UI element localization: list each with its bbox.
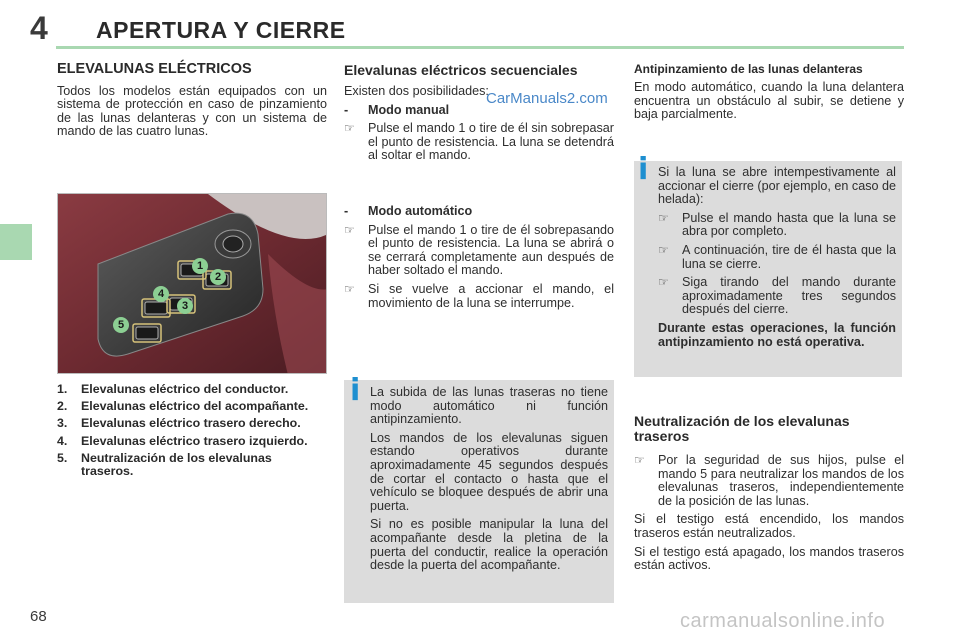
info-box-antipinch <box>634 152 902 377</box>
list-item: ☞ Si se vuelve a accionar el mando, el movimiento de la luna se interrumpe. <box>344 281 614 310</box>
neutralization-section <box>634 414 904 578</box>
lead-text: Existen dos posibilidades: <box>344 84 489 98</box>
info-icon: i <box>350 373 361 408</box>
mode-manual-heading: - Modo manual <box>344 102 450 117</box>
neutral-off-text: Si el testigo está apagado, los mandos traseros están activos. <box>634 544 904 573</box>
neutralization-title: Neutralización de los elevalunas traseros <box>634 413 850 444</box>
info-text: Si la luna se abre intempestivamente al accionar el cierre (por ejemplo, en caso de helada): <box>658 165 897 207</box>
list-item: ☞ Por la seguridad de sus hijos, pulse el mando 5 para neutralizar los mandos de los elevalunas traseros, independientemente de la posición de las lunas. <box>634 453 904 508</box>
list-item: 3. Elevalunas eléctrico trasero derecho. <box>57 416 301 431</box>
page-number: 68 <box>30 608 47 625</box>
page-header <box>0 0 960 50</box>
chapter-side-tab <box>0 224 32 260</box>
door-panel-illustration <box>58 194 327 374</box>
list-item: ☞ Pulse el mando hasta que la luna se abra por completo. <box>658 210 896 239</box>
callout-2: 2 <box>210 269 226 285</box>
info-warning: Durante estas operaciones, la función antipinzamiento no está operativa. <box>658 320 896 349</box>
list-item: ☞ Siga tirando del mando durante aproximadamente tres segundos después del cierre. <box>658 275 896 317</box>
middle-column <box>344 63 614 168</box>
list-item: ☞ A continuación, tire de él hasta que la luna se cierre. <box>658 242 896 271</box>
pointing-hand-icon: ☞ <box>658 242 669 257</box>
window-switch-photo <box>57 193 327 374</box>
pointing-hand-icon: ☞ <box>344 222 355 237</box>
info-text: Los mandos de los elevalunas siguen estando operativos durante aproximadamente 45 segundos después de cortar el contacto o hasta que el vehículo se bloquee después de abrir una puerta. <box>370 430 608 513</box>
pointing-hand-icon: ☞ <box>658 210 669 225</box>
info-box-rear <box>344 373 614 603</box>
section-title: ELEVALUNAS ELÉCTRICOS <box>57 61 252 77</box>
pointing-hand-icon: ☞ <box>344 281 355 296</box>
watermark-top: CarManuals2.com <box>486 90 608 107</box>
anti-pinch-title: Antipinzamiento de las lunas delanteras <box>634 62 863 76</box>
list-item: 2. Elevalunas eléctrico del acompañante. <box>57 399 309 414</box>
neutral-on-text: Si el testigo está encendido, los mandos traseros están neutralizados. <box>634 512 904 540</box>
callout-5: 5 <box>113 317 129 333</box>
list-item: ☞ Pulse el mando 1 o tire de él sobrepasando el punto de resistencia. La luna se abrirá o se cerrará completamente aun después de haber soltado el mando. <box>344 222 614 278</box>
photo-captions <box>57 383 327 482</box>
callout-1: 1 <box>192 258 208 274</box>
list-item: 4. Elevalunas eléctrico trasero izquierdo. <box>57 433 308 448</box>
watermark-footer: carmanualsonline.info <box>680 610 886 632</box>
mode-auto-heading: - Modo automático <box>344 204 473 218</box>
callout-4: 4 <box>153 286 169 302</box>
pointing-hand-icon: ☞ <box>658 275 669 290</box>
list-item: ☞ Pulse el mando 1 o tire de él sin sobrepasar el punto de resistencia. La luna se detendrá al soltar el mando. <box>344 121 614 163</box>
middle-column-auto <box>344 205 614 315</box>
right-column <box>634 63 904 127</box>
section-subtitle: Elevalunas eléctricos secuenciales <box>344 62 578 78</box>
info-icon: i <box>638 152 649 187</box>
intro-text: Todos los modelos están equipados con un sistema de protección en caso de pinzamiento de las lunas delanteras y con un sistema de mando de las cuatro lunas. <box>57 83 327 139</box>
anti-pinch-text: En modo automático, cuando la luna delantera encuentra un obstáculo al subir, se detiene y baja parcialmente. <box>634 80 904 122</box>
header-rule <box>56 46 904 49</box>
chapter-title: APERTURA Y CIERRE <box>96 17 346 43</box>
list-item: 1. Elevalunas eléctrico del conductor. <box>57 382 289 396</box>
pointing-hand-icon: ☞ <box>634 453 645 467</box>
left-column <box>57 63 327 144</box>
info-text: La subida de las lunas traseras no tiene modo automático ni función antipinzamiento. <box>370 385 608 427</box>
callout-3: 3 <box>177 298 193 314</box>
list-item: 5. Neutralización de los elevalunas traseros. <box>57 450 272 479</box>
info-text: Si no es posible manipular la luna del acompañante desde la pletina de la puerta del conductir, realice la operación desde la puerta del acompañante. <box>370 517 608 573</box>
pointing-hand-icon: ☞ <box>344 121 355 136</box>
chapter-number: 4 <box>30 10 48 46</box>
